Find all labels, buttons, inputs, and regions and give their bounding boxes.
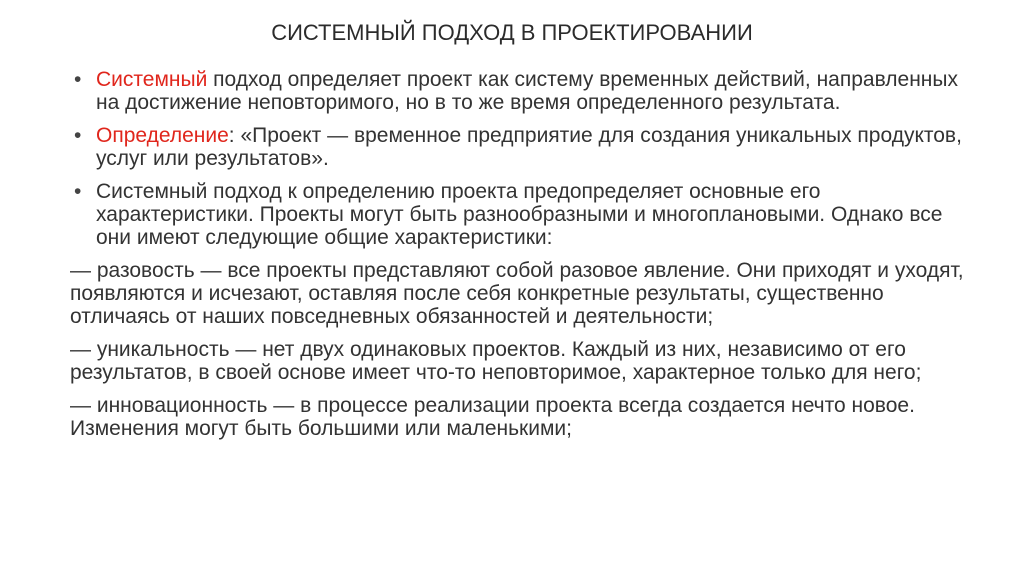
characteristic-paragraph: — уникальность — нет двух одинаковых проектов. Каждый из них, независимо от его результатов, в своей основе имеет что-то неповторимое, характерное только для него; [70, 338, 922, 384]
characteristic-paragraph: — разовость — все проекты представляют собой разовое явление. Они приходят и уходят, появляются и исчезают, оставляя после себя конкретные результаты, существенно отличаясь от наших повседневных обязанностей и деятельности; [70, 259, 964, 328]
bullet-item [74, 124, 974, 170]
bullet-body: : «Проект — временное предприятие для создания уникальных продуктов, услуг или результатов». [96, 124, 962, 170]
bullet-item [74, 180, 974, 249]
bullet-item [74, 68, 974, 114]
bullet-text [96, 180, 974, 249]
bullet-body: подход определяет проект как систему временных действий, направленных на достижение неповторимого, но в то же время определенного результата. [96, 68, 958, 114]
bullet-dot-icon: • [74, 124, 82, 147]
characteristic-paragraph: — инновационность — в процессе реализации проекта всегда создается нечто новое. Изменения могут быть большими или маленькими; [70, 394, 915, 440]
bullet-highlight: Системный [96, 68, 208, 91]
bullet-highlight: Определение [96, 124, 229, 147]
slide-body [70, 68, 974, 450]
bullet-body: Системный подход к определению проекта предопределяет основные его характеристики. Проекты могут быть разнообразными и многоплановыми. Однако все они имеют следующие общие характеристики: [96, 180, 943, 249]
bullet-text [96, 68, 974, 114]
bullet-text [96, 124, 974, 170]
slide-title: СИСТЕМНЫЙ ПОДХОД В ПРОЕКТИРОВАНИИ [271, 20, 753, 45]
bullet-dot-icon: • [74, 180, 82, 203]
bullet-dot-icon: • [74, 68, 82, 91]
